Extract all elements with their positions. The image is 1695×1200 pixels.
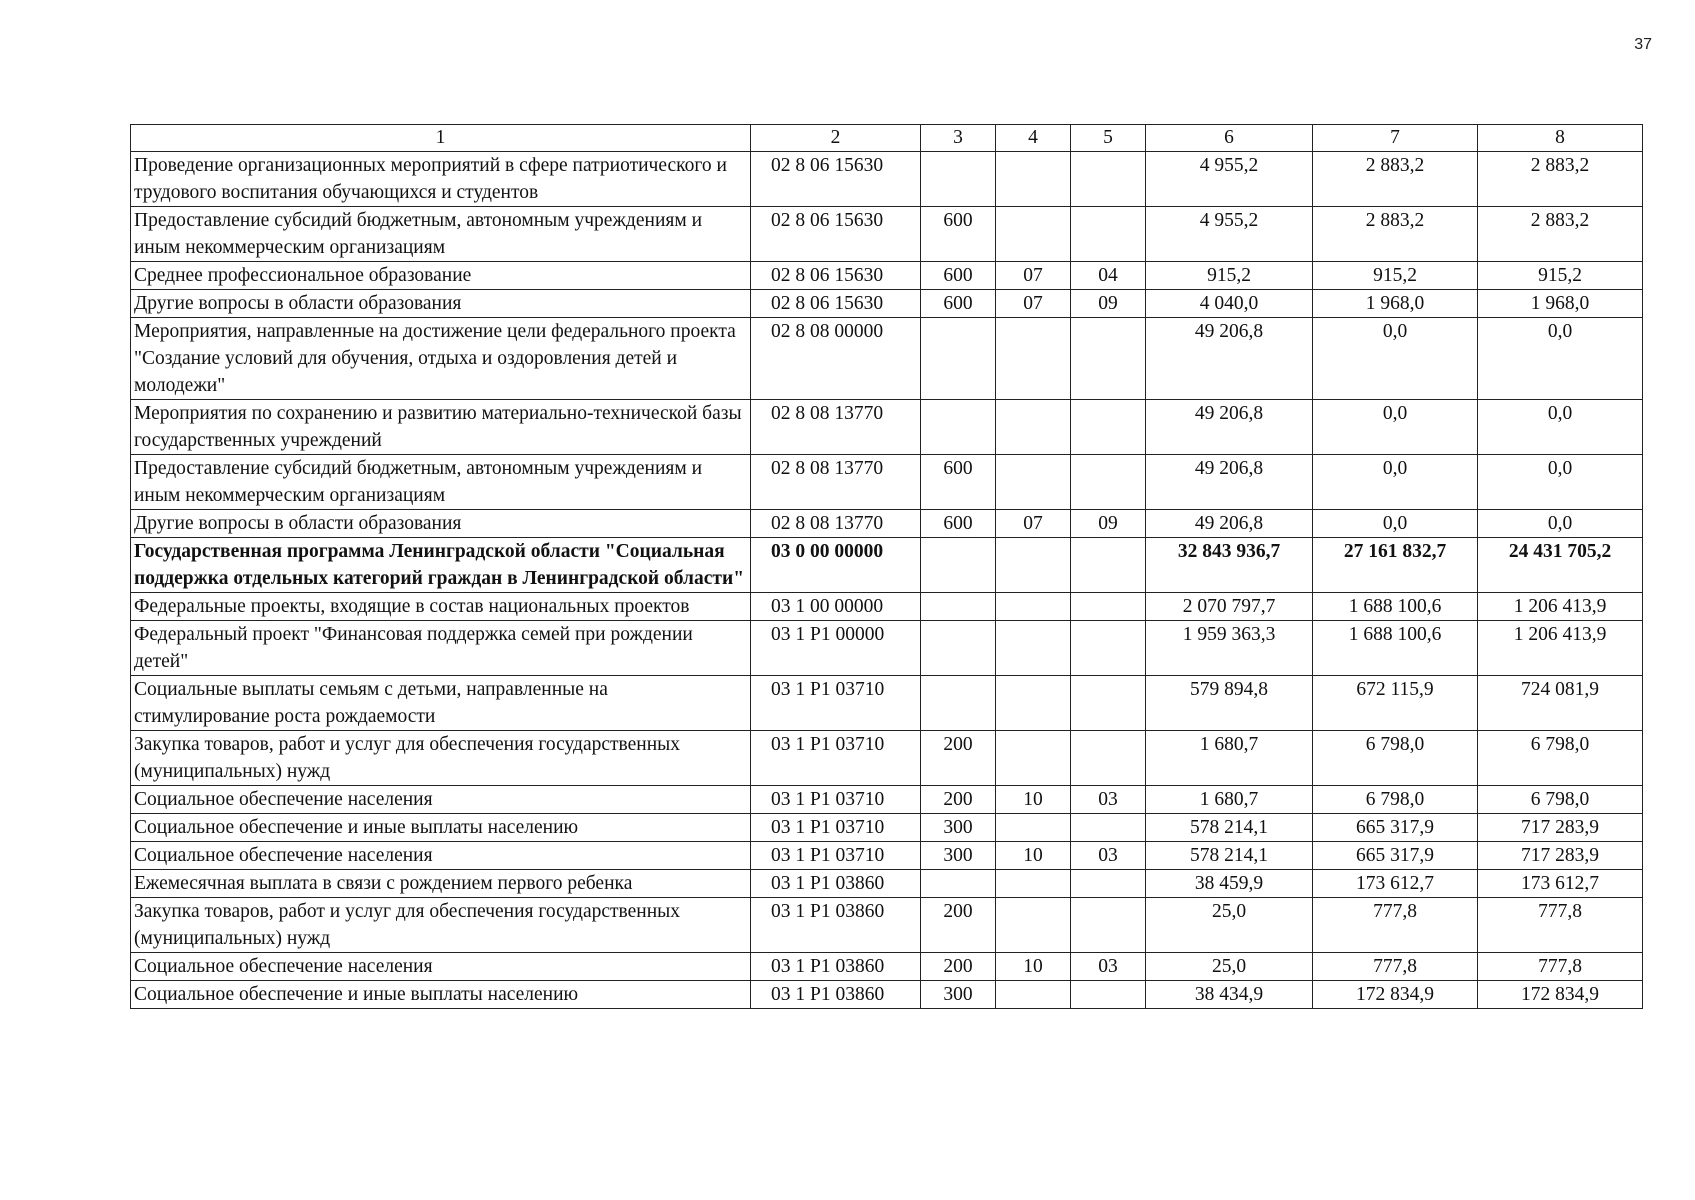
row-amount-cell: 0,0: [1313, 510, 1478, 538]
table-row: [131, 538, 1643, 593]
row-subsection-cell: [1071, 455, 1146, 510]
row-expense-type-cell: 200: [921, 786, 996, 814]
row-name-cell: Предоставление субсидий бюджетным, автономным учреждениям и иным некоммерческим организациям: [131, 207, 751, 262]
table-row: [131, 290, 1643, 318]
row-amount-cell: 0,0: [1313, 318, 1478, 400]
row-expense-type-cell: 300: [921, 981, 996, 1009]
row-code-cell: 03 1 P1 03860: [751, 981, 921, 1009]
row-expense-type-cell: 600: [921, 262, 996, 290]
row-code-cell: 03 1 P1 03710: [751, 676, 921, 731]
row-subsection-cell: 09: [1071, 290, 1146, 318]
row-amount-cell: 724 081,9: [1478, 676, 1643, 731]
row-amount-cell: 0,0: [1478, 400, 1643, 455]
table-row: [131, 152, 1643, 207]
row-expense-type-cell: 200: [921, 731, 996, 786]
row-name-cell: Социальное обеспечение населения: [131, 842, 751, 870]
row-name-cell: Социальное обеспечение населения: [131, 953, 751, 981]
row-name-cell: Социальные выплаты семьям с детьми, направленные на стимулирование роста рождаемости: [131, 676, 751, 731]
row-amount-cell: 579 894,8: [1146, 676, 1313, 731]
row-section-cell: [996, 898, 1071, 953]
row-amount-cell: 777,8: [1313, 898, 1478, 953]
row-code-cell: 02 8 06 15630: [751, 290, 921, 318]
row-amount-cell: 173 612,7: [1313, 870, 1478, 898]
row-amount-cell: 1 688 100,6: [1313, 593, 1478, 621]
row-subsection-cell: 03: [1071, 786, 1146, 814]
row-section-cell: [996, 318, 1071, 400]
row-amount-cell: 665 317,9: [1313, 814, 1478, 842]
row-code-cell: 03 1 P1 03860: [751, 953, 921, 981]
row-subsection-cell: 04: [1071, 262, 1146, 290]
row-expense-type-cell: [921, 593, 996, 621]
row-amount-cell: 578 214,1: [1146, 814, 1313, 842]
row-amount-cell: 38 459,9: [1146, 870, 1313, 898]
row-expense-type-cell: [921, 318, 996, 400]
row-subsection-cell: [1071, 898, 1146, 953]
table-row: [131, 455, 1643, 510]
row-code-cell: 02 8 06 15630: [751, 152, 921, 207]
table-row: [131, 898, 1643, 953]
row-section-cell: [996, 400, 1071, 455]
column-number-header: 1: [131, 125, 751, 152]
row-code-cell: 02 8 06 15630: [751, 262, 921, 290]
row-amount-cell: 2 883,2: [1313, 207, 1478, 262]
column-number-header: 4: [996, 125, 1071, 152]
row-section-cell: [996, 981, 1071, 1009]
row-code-cell: 02 8 08 13770: [751, 510, 921, 538]
row-code-cell: 02 8 06 15630: [751, 207, 921, 262]
row-amount-cell: 777,8: [1478, 953, 1643, 981]
row-subsection-cell: [1071, 207, 1146, 262]
table-row: [131, 981, 1643, 1009]
row-amount-cell: 717 283,9: [1478, 814, 1643, 842]
row-expense-type-cell: 300: [921, 842, 996, 870]
row-subsection-cell: [1071, 593, 1146, 621]
page-number: 37: [1634, 36, 1652, 53]
row-expense-type-cell: 600: [921, 510, 996, 538]
row-section-cell: 07: [996, 262, 1071, 290]
row-amount-cell: 25,0: [1146, 953, 1313, 981]
row-code-cell: 03 1 P1 03860: [751, 870, 921, 898]
row-amount-cell: 717 283,9: [1478, 842, 1643, 870]
row-amount-cell: 173 612,7: [1478, 870, 1643, 898]
row-code-cell: 02 8 08 13770: [751, 400, 921, 455]
row-expense-type-cell: [921, 870, 996, 898]
table-row: [131, 676, 1643, 731]
row-amount-cell: 915,2: [1313, 262, 1478, 290]
column-number-header: 8: [1478, 125, 1643, 152]
row-code-cell: 03 1 P1 03710: [751, 786, 921, 814]
row-amount-cell: 172 834,9: [1313, 981, 1478, 1009]
row-amount-cell: 6 798,0: [1313, 731, 1478, 786]
row-expense-type-cell: 200: [921, 953, 996, 981]
row-section-cell: [996, 538, 1071, 593]
row-amount-cell: 2 883,2: [1478, 207, 1643, 262]
row-amount-cell: 49 206,8: [1146, 318, 1313, 400]
row-subsection-cell: [1071, 538, 1146, 593]
row-amount-cell: 6 798,0: [1478, 786, 1643, 814]
row-name-cell: Мероприятия, направленные на достижение цели федерального проекта "Создание условий для обучения, отдыха и оздоровления детей и молодежи": [131, 318, 751, 400]
column-number-header: 7: [1313, 125, 1478, 152]
row-section-cell: 10: [996, 842, 1071, 870]
row-section-cell: [996, 814, 1071, 842]
row-name-cell: Социальное обеспечение и иные выплаты населению: [131, 981, 751, 1009]
row-code-cell: 03 1 P1 00000: [751, 621, 921, 676]
budget-table: [130, 124, 1643, 1009]
row-subsection-cell: [1071, 400, 1146, 455]
row-expense-type-cell: [921, 400, 996, 455]
row-code-cell: 03 1 P1 03710: [751, 814, 921, 842]
row-amount-cell: 1 206 413,9: [1478, 621, 1643, 676]
row-amount-cell: 1 680,7: [1146, 786, 1313, 814]
row-amount-cell: 2 883,2: [1478, 152, 1643, 207]
row-amount-cell: 1 688 100,6: [1313, 621, 1478, 676]
row-amount-cell: 915,2: [1146, 262, 1313, 290]
table-row: [131, 593, 1643, 621]
row-section-cell: [996, 621, 1071, 676]
row-subsection-cell: [1071, 870, 1146, 898]
row-amount-cell: 1 959 363,3: [1146, 621, 1313, 676]
row-expense-type-cell: 600: [921, 290, 996, 318]
row-code-cell: 03 1 00 00000: [751, 593, 921, 621]
row-expense-type-cell: 600: [921, 455, 996, 510]
row-amount-cell: 4 955,2: [1146, 207, 1313, 262]
row-amount-cell: 672 115,9: [1313, 676, 1478, 731]
row-code-cell: 03 1 P1 03710: [751, 731, 921, 786]
row-subsection-cell: [1071, 152, 1146, 207]
table-row: [131, 953, 1643, 981]
row-section-cell: 10: [996, 953, 1071, 981]
row-subsection-cell: [1071, 731, 1146, 786]
table-body: [131, 152, 1643, 1009]
row-amount-cell: 24 431 705,2: [1478, 538, 1643, 593]
table-row: [131, 814, 1643, 842]
row-name-cell: Государственная программа Ленинградской области "Социальная поддержка отдельных категорий граждан в Ленинградской области": [131, 538, 751, 593]
row-amount-cell: 1 968,0: [1313, 290, 1478, 318]
row-amount-cell: 777,8: [1313, 953, 1478, 981]
row-amount-cell: 0,0: [1478, 455, 1643, 510]
row-expense-type-cell: [921, 621, 996, 676]
row-section-cell: [996, 207, 1071, 262]
row-amount-cell: 6 798,0: [1313, 786, 1478, 814]
row-code-cell: 03 1 P1 03860: [751, 898, 921, 953]
row-amount-cell: 25,0: [1146, 898, 1313, 953]
table-row: [131, 510, 1643, 538]
column-number-header: 6: [1146, 125, 1313, 152]
row-subsection-cell: 03: [1071, 842, 1146, 870]
row-amount-cell: 665 317,9: [1313, 842, 1478, 870]
column-number-header: 5: [1071, 125, 1146, 152]
row-amount-cell: 1 206 413,9: [1478, 593, 1643, 621]
table-row: [131, 318, 1643, 400]
row-name-cell: Социальное обеспечение населения: [131, 786, 751, 814]
row-amount-cell: 777,8: [1478, 898, 1643, 953]
row-name-cell: Предоставление субсидий бюджетным, автономным учреждениям и иным некоммерческим организациям: [131, 455, 751, 510]
row-amount-cell: 6 798,0: [1478, 731, 1643, 786]
row-subsection-cell: [1071, 814, 1146, 842]
row-expense-type-cell: [921, 538, 996, 593]
row-amount-cell: 0,0: [1478, 318, 1643, 400]
row-section-cell: 10: [996, 786, 1071, 814]
row-amount-cell: 38 434,9: [1146, 981, 1313, 1009]
row-expense-type-cell: [921, 152, 996, 207]
row-amount-cell: 172 834,9: [1478, 981, 1643, 1009]
row-amount-cell: 4 040,0: [1146, 290, 1313, 318]
row-subsection-cell: [1071, 981, 1146, 1009]
row-amount-cell: 4 955,2: [1146, 152, 1313, 207]
table-row: [131, 731, 1643, 786]
row-amount-cell: 49 206,8: [1146, 455, 1313, 510]
row-amount-cell: 0,0: [1478, 510, 1643, 538]
row-expense-type-cell: 200: [921, 898, 996, 953]
row-section-cell: [996, 455, 1071, 510]
row-amount-cell: 2 070 797,7: [1146, 593, 1313, 621]
row-amount-cell: 49 206,8: [1146, 510, 1313, 538]
row-subsection-cell: 09: [1071, 510, 1146, 538]
row-name-cell: Закупка товаров, работ и услуг для обеспечения государственных (муниципальных) нужд: [131, 731, 751, 786]
row-expense-type-cell: 300: [921, 814, 996, 842]
row-subsection-cell: [1071, 676, 1146, 731]
table-row: [131, 870, 1643, 898]
row-name-cell: Федеральный проект "Финансовая поддержка семей при рождении детей": [131, 621, 751, 676]
row-amount-cell: 32 843 936,7: [1146, 538, 1313, 593]
table-row: [131, 786, 1643, 814]
table-row: [131, 207, 1643, 262]
row-name-cell: Другие вопросы в области образования: [131, 510, 751, 538]
row-code-cell: 02 8 08 13770: [751, 455, 921, 510]
table-row: [131, 842, 1643, 870]
row-name-cell: Другие вопросы в области образования: [131, 290, 751, 318]
row-amount-cell: 0,0: [1313, 400, 1478, 455]
row-name-cell: Социальное обеспечение и иные выплаты населению: [131, 814, 751, 842]
row-subsection-cell: [1071, 318, 1146, 400]
row-subsection-cell: [1071, 621, 1146, 676]
row-name-cell: Федеральные проекты, входящие в состав национальных проектов: [131, 593, 751, 621]
column-number-row: [131, 125, 1643, 152]
row-section-cell: 07: [996, 290, 1071, 318]
table-row: [131, 262, 1643, 290]
row-section-cell: [996, 593, 1071, 621]
column-number-header: 3: [921, 125, 996, 152]
row-name-cell: Проведение организационных мероприятий в сфере патриотического и трудового воспитания обучающихся и студентов: [131, 152, 751, 207]
row-expense-type-cell: 600: [921, 207, 996, 262]
row-amount-cell: 1 968,0: [1478, 290, 1643, 318]
row-name-cell: Среднее профессиональное образование: [131, 262, 751, 290]
row-amount-cell: 1 680,7: [1146, 731, 1313, 786]
row-section-cell: 07: [996, 510, 1071, 538]
column-number-header: 2: [751, 125, 921, 152]
row-code-cell: 02 8 08 00000: [751, 318, 921, 400]
row-section-cell: [996, 676, 1071, 731]
row-subsection-cell: 03: [1071, 953, 1146, 981]
row-name-cell: Ежемесячная выплата в связи с рождением первого ребенка: [131, 870, 751, 898]
row-amount-cell: 0,0: [1313, 455, 1478, 510]
row-amount-cell: 915,2: [1478, 262, 1643, 290]
row-amount-cell: 27 161 832,7: [1313, 538, 1478, 593]
row-section-cell: [996, 731, 1071, 786]
row-amount-cell: 2 883,2: [1313, 152, 1478, 207]
row-expense-type-cell: [921, 676, 996, 731]
table-row: [131, 621, 1643, 676]
row-section-cell: [996, 870, 1071, 898]
row-name-cell: Закупка товаров, работ и услуг для обеспечения государственных (муниципальных) нужд: [131, 898, 751, 953]
row-code-cell: 03 1 P1 03710: [751, 842, 921, 870]
row-name-cell: Мероприятия по сохранению и развитию материально-технической базы государственных учреждений: [131, 400, 751, 455]
table-row: [131, 400, 1643, 455]
row-section-cell: [996, 152, 1071, 207]
row-amount-cell: 578 214,1: [1146, 842, 1313, 870]
row-amount-cell: 49 206,8: [1146, 400, 1313, 455]
row-code-cell: 03 0 00 00000: [751, 538, 921, 593]
